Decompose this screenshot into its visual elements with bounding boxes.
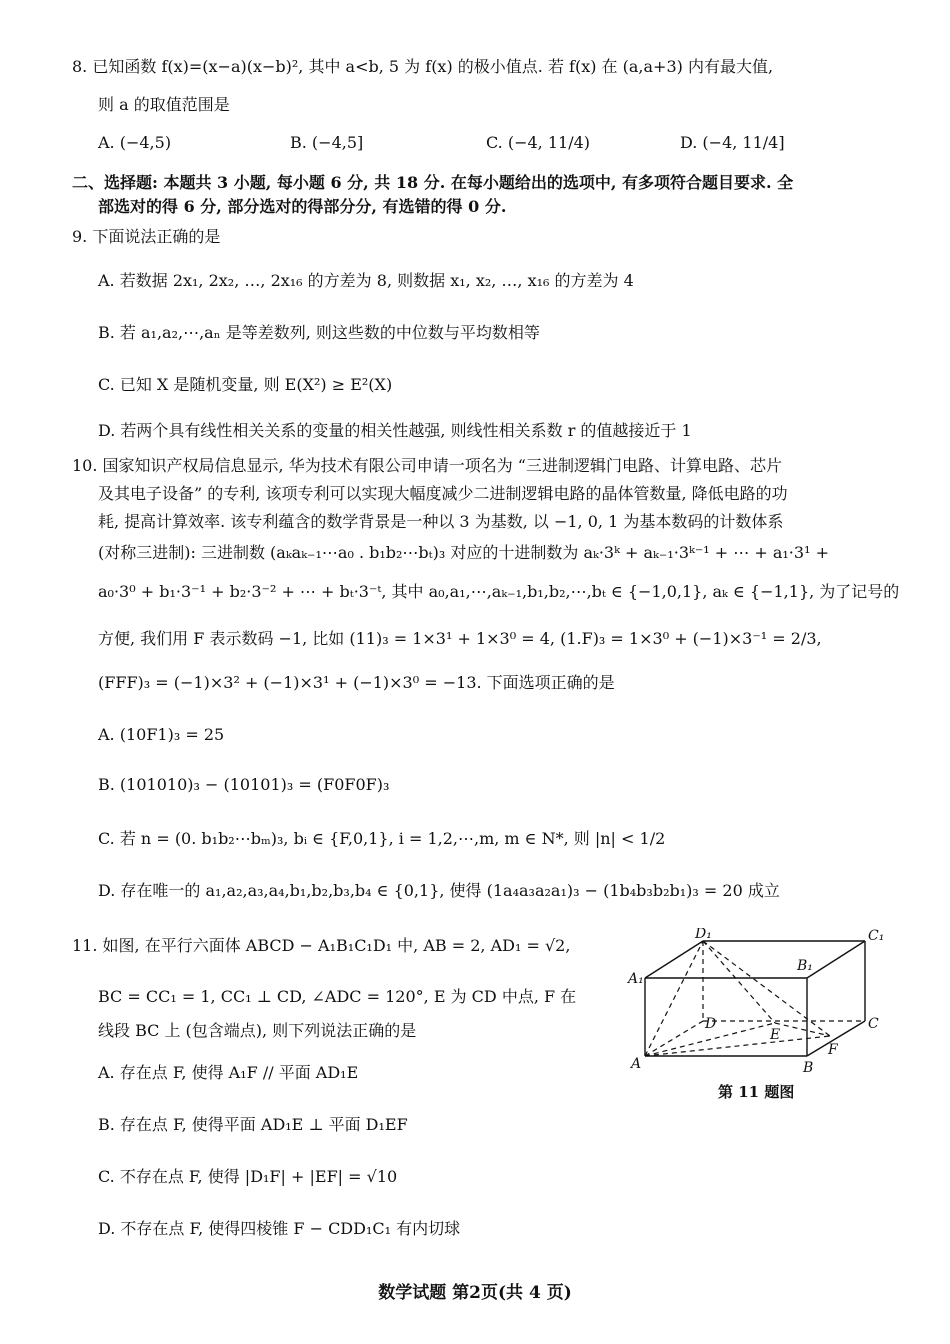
label-c1: C₁ xyxy=(868,928,885,944)
q8-option-b: B. (−4,5] xyxy=(290,133,364,152)
section2-instructions-line1: 二、选择题: 本题共 3 小题, 每小题 6 分, 共 18 分. 在每小题给出的选项中, 有多项符合题目要求. 全 xyxy=(72,173,794,192)
q10-option-c: C. 若 n = (0. b₁b₂⋯bₘ)₃, bᵢ ∈ {F,0,1}, i = 1,2,⋯,m, m ∈ N*, 则 |n| < 1/2 xyxy=(98,829,666,848)
q8-stem-line1: 8. 已知函数 f(x)=(x−a)(x−b)², 其中 a<b, 5 为 f(x) 的极小值点. 若 f(x) 在 (a,a+3) 内有最大值, xyxy=(72,57,774,76)
q10-line-5: a₀·3⁰ + b₁·3⁻¹ + b₂·3⁻² + ⋯ + bₜ·3⁻ᵗ, 其中 a₀,a₁,⋯,aₖ₋₁,b₁,b₂,⋯,bₜ ∈ {−1,0,1}, aₖ ∈ {−1,1}, 为了记号的 xyxy=(98,582,900,601)
label-a: A xyxy=(631,1056,642,1072)
q11-line-3: 线段 BC 上 (包含端点), 则下列说法正确的是 xyxy=(98,1021,417,1040)
q11-option-c: C. 不存在点 F, 使得 |D₁F| + |EF| = √10 xyxy=(98,1167,398,1186)
figure-caption: 第 11 题图 xyxy=(718,1083,795,1101)
q11-line-2: BC = CC₁ = 1, CC₁ ⊥ CD, ∠ADC = 120°, E 为 CD 中点, F 在 xyxy=(98,987,577,1006)
q8-option-d: D. (−4, 11/4] xyxy=(680,133,785,152)
label-c: C xyxy=(868,1016,879,1032)
label-b1: B₁ xyxy=(797,958,813,974)
label-e: E xyxy=(770,1027,781,1043)
q10-option-b: B. (101010)₃ − (10101)₃ = (F0F0F)₃ xyxy=(98,775,390,794)
q11-option-d: D. 不存在点 F, 使得四棱锥 F − CDD₁C₁ 有内切球 xyxy=(98,1219,461,1238)
q8-option-a: A. (−4,5) xyxy=(98,133,172,152)
q9-stem: 9. 下面说法正确的是 xyxy=(72,227,221,246)
q11-option-b: B. 存在点 F, 使得平面 AD₁E ⊥ 平面 D₁EF xyxy=(98,1115,408,1134)
label-d: D xyxy=(705,1016,717,1032)
q11-line-1: 11. 如图, 在平行六面体 ABCD − A₁B₁C₁D₁ 中, AB = 2, AD₁ = √2, xyxy=(72,936,571,955)
q9-option-c: C. 已知 X 是随机变量, 则 E(X²) ≥ E²(X) xyxy=(98,375,393,394)
q10-line-6: 方便, 我们用 F 表示数码 −1, 比如 (11)₃ = 1×3¹ + 1×3⁰ = 4, (1.F)₃ = 1×3⁰ + (−1)×3⁻¹ = 2/3, xyxy=(98,629,822,648)
q10-option-d: D. 存在唯一的 a₁,a₂,a₃,a₄,b₁,b₂,b₃,b₄ ∈ {0,1}, 使得 (1a₄a₃a₂a₁)₃ − (1b₄b₃b₂b₁)₃ = 20 成立 xyxy=(98,881,780,900)
label-b: B xyxy=(803,1060,814,1076)
q11-option-a: A. 存在点 F, 使得 A₁F // 平面 AD₁E xyxy=(98,1063,359,1082)
q10-line-2: 及其电子设备” 的专利, 该项专利可以实现大幅度减少二进制逻辑电路的晶体管数量, 降低电路的功 xyxy=(98,484,788,503)
parallelepiped-diagram xyxy=(625,928,895,1078)
q10-option-a: A. (10F1)₃ = 25 xyxy=(98,725,225,744)
q11-figure xyxy=(625,928,895,1108)
page-footer: 数学试题 第2页(共 4 页) xyxy=(378,1283,572,1303)
q10-line-3: 耗, 提高计算效率. 该专利蕴含的数学背景是一种以 3 为基数, 以 −1, 0, 1 为基本数码的计数体系 xyxy=(98,512,784,531)
section2-instructions-line2: 部选对的得 6 分, 部分选对的得部分分, 有选错的得 0 分. xyxy=(98,197,507,216)
q9-option-b: B. 若 a₁,a₂,⋯,aₙ 是等差数列, 则这些数的中位数与平均数相等 xyxy=(98,323,540,342)
label-a1: A₁ xyxy=(628,971,644,987)
label-d1: D₁ xyxy=(695,928,712,942)
q8-option-c: C. (−4, 11/4) xyxy=(486,133,591,152)
q10-line-4: (对称三进制): 三进制数 (aₖaₖ₋₁⋯a₀ . b₁b₂⋯bₜ)₃ 对应的十进制数为 aₖ·3ᵏ + aₖ₋₁·3ᵏ⁻¹ + ⋯ + a₁·3¹ + xyxy=(98,543,829,562)
label-f: F xyxy=(828,1042,838,1058)
q8-stem-line2: 则 a 的取值范围是 xyxy=(98,95,230,114)
q10-line-1: 10. 国家知识产权局信息显示, 华为技术有限公司申请一项名为 “三进制逻辑门电路、计算电路、芯片 xyxy=(72,456,782,475)
q9-option-a: A. 若数据 2x₁, 2x₂, …, 2x₁₆ 的方差为 8, 则数据 x₁, x₂, …, x₁₆ 的方差为 4 xyxy=(98,271,634,290)
q10-line-7: (FFF)₃ = (−1)×3² + (−1)×3¹ + (−1)×3⁰ = −13. 下面选项正确的是 xyxy=(98,673,615,692)
q9-option-d: D. 若两个具有线性相关关系的变量的相关性越强, 则线性相关系数 r 的值越接近于 1 xyxy=(98,421,692,440)
